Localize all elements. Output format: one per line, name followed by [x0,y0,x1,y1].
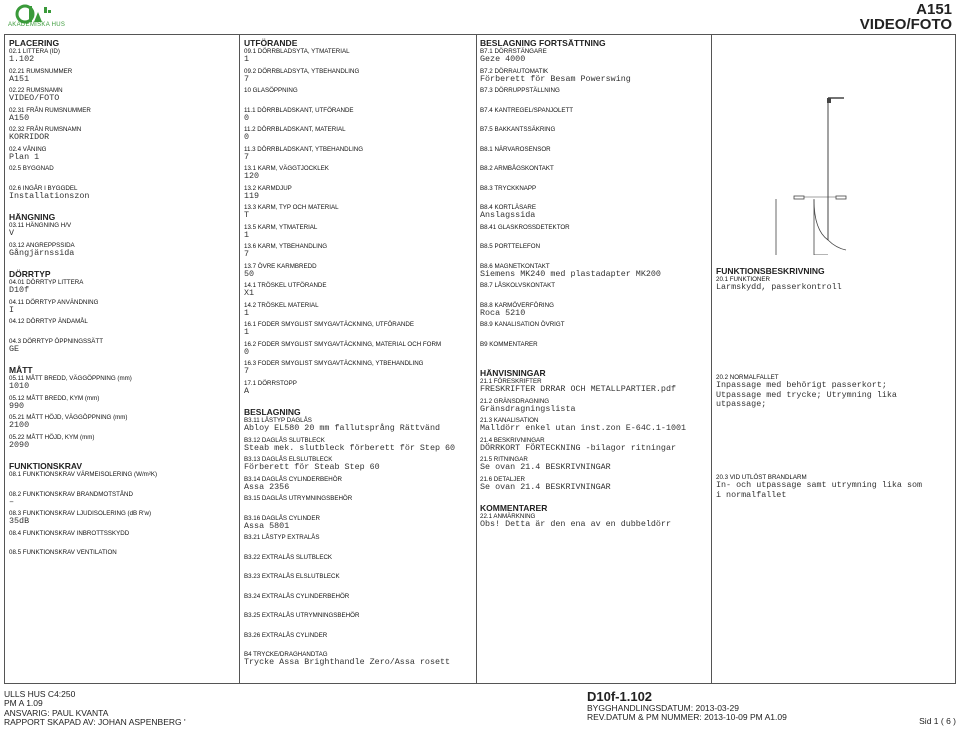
field-label: 16.2 FODER SMYGLIST SMYGAVTÄCKNING, MATERIAL OCH FORM [244,340,442,348]
field-label: B3.16 DAGLÅS CYLINDER [244,514,320,522]
field-value [480,328,712,338]
field-label: 21.5 RITNINGAR [480,456,528,463]
field-value: 120 [244,171,260,181]
field-label: 02.31 FRÅN RUMSNUMMER [9,106,91,114]
field-value: 2090 [9,439,30,450]
normalfallet-section [716,374,952,410]
field-label: 05.12 MÅTT BREDD, KYM (mm) [9,394,100,402]
field-label: 08.5 FUNKTIONSKRAV VENTILATION [9,549,117,556]
field-value: V [9,228,15,238]
field-value: 0 [244,132,250,142]
field-value: i normalfallet [716,489,787,500]
field-label: B8.1 NÄRVAROSENSOR [480,145,551,153]
section-spacer [244,399,474,405]
field-label: 05.22 MÅTT HÖJD, KYM (mm) [9,433,95,441]
field-label: B3.13 DAGLÅS ELSLUTBLECK [244,456,333,463]
field-value [9,537,234,547]
field-value: Obs! Detta är den ena av en dubbeldörr [480,519,671,529]
section-spacer [9,357,234,363]
field-label: 11.3 DÖRRBLADSKANT, YTBEHANDLING [244,145,364,153]
field-value: 990 [9,400,25,411]
field-value [480,231,712,241]
column-divider [476,35,477,683]
field-value: Siemens MK240 med plastadapter MK200 [480,268,661,279]
vid-utlost-section [716,474,952,500]
field-label: B8.2 ARMBÅGSKONTAKT [480,165,554,172]
section [480,503,712,539]
field-value: I [9,304,15,315]
field-value: 0 [244,346,250,357]
room-name: VIDEO/FOTO [859,16,952,33]
field-value: Geze 4000 [480,54,526,64]
field-label: B3.24 EXTRALÅS CYLINDERBEHÖR [244,592,350,600]
door-id: D10f-1.102 [587,689,653,704]
field-value [244,600,474,610]
section [480,38,712,366]
column-beslagning [480,36,712,539]
field-value: 7 [244,249,250,259]
field-label: B7.3 DÖRRUPPSTÄLLNING [480,87,560,94]
field-value: 35dB [9,516,30,526]
field-label: B8.7 LÅSKOLVSKONTAKT [480,282,556,289]
field-value: X1 [244,288,255,298]
section-spacer [244,671,474,677]
field-value [480,153,712,163]
footer-line: RAPPORT SKAPAD AV: JOHAN ASPENBERG ' [4,717,186,728]
footer-line: ULLS HUS C4:250 [4,689,76,699]
field-label: 04.12 DÖRRTYP ÄNDAMÅL [9,318,88,325]
section-heading: MÅTT [9,365,33,375]
field-value [480,289,712,299]
field-label: B3.11 LÅSTYP DAGLÅS [244,417,312,424]
field-label: B8.41 GLASKROSSDETEKTOR [480,223,570,231]
field-label: 13.6 KARM, YTBEHANDLING [244,243,328,250]
field-label: 16.3 FODER SMYGLIST SMYGAVTÄCKNING, YTBEHANDLING [244,360,424,367]
field-label: 02.6 INGÅR I BYGGDEL [9,184,78,192]
field-label: 02.5 BYGGNAD [9,165,54,172]
field-label: 20.3 VID UTLÖST BRANDLARM [716,474,807,481]
field-label: B8.8 KARMÖVERFÖRING [480,301,554,309]
field-label: 08.1 FUNKTIONSKRAV VÄRMEISOLERING (W/m²K) [9,471,158,478]
field-value [244,580,474,590]
field-label: 11.1 DÖRRBLADSKANT, UTFÖRANDE [244,106,354,114]
section-heading: DÖRRTYP [9,269,51,279]
field-value: Abloy EL580 20 mm fallutsprång Rättvänd [244,423,441,433]
field-value: 1 [244,229,250,240]
field-value [244,639,474,649]
field-value: – [9,496,15,507]
field-value: Förberett för Besam Powerswing [480,73,631,84]
field-value: T [244,210,250,220]
field-label: 13.1 KARM, VÄGGTJOCKLEK [244,165,329,172]
section-heading: HÄNVISNINGAR [480,368,546,378]
field-label: 03.12 ANGREPPSSIDA [9,241,75,249]
field-label: 03.11 HÄNGNING H/V [9,222,72,229]
section [9,461,234,575]
section-spacer [9,204,234,210]
field-label: B8.4 KORTLÄSARE [480,204,536,211]
field-label: 05.11 MÅTT BREDD, VÄGGÖPPNING (mm) [9,375,132,382]
field-label: 04.11 DÖRRTYP ANVÄNDNING [9,298,99,306]
field-label: 08.4 FUNKTIONSKRAV INBROTTSSKYDD [9,529,130,537]
field-value [9,325,234,335]
field-value: 7 [244,151,250,162]
section-spacer [9,261,234,267]
field-label: 21.6 DETALJER [480,475,525,483]
field-label: B8.3 TRYCKKNAPP [480,184,537,192]
field-value: 50 [244,268,255,279]
field-value: VIDEO/FOTO [9,93,60,103]
field-label: B7.4 KANTREGEL/SPANJOLETT [480,106,574,114]
field-label: 10 GLASÖPPNING [244,87,298,94]
door-swing-drawing [716,40,952,255]
field-value: Roca 5210 [480,307,526,318]
field-label: 08.2 FUNKTIONSKRAV BRANDMOTSTÅND [9,490,133,498]
section-heading: UTFÖRANDE [244,38,298,48]
field-label: 20.2 NORMALFALLET [716,374,779,381]
field-value: Assa 5801 [244,520,290,531]
section [480,368,712,501]
section-spacer [480,533,712,539]
field-value: 2100 [9,420,30,430]
section-heading: KOMMENTARER [480,503,548,513]
field-value [244,94,474,104]
field-label: 21.3 KANALISATION [480,417,539,424]
field-value: 1 [244,327,250,337]
field-value: Assa 2356 [244,481,290,492]
field-value [244,502,474,512]
revision-line: REV.DATUM & PM NUMMER: 2013-10-09 PM A1.09 [587,712,787,723]
field-value: 1.102 [9,54,35,64]
field-value: In- och utpassage samt utrymning lika som [716,480,923,490]
field-value: KORRIDOR [9,132,50,142]
field-label: B3.12 DAGLÅS SLUTBLECK [244,436,325,444]
section [9,365,234,459]
field-value [480,133,712,143]
field-label: B8.9 KANALISATION ÖVRIGT [480,321,565,328]
field-value: utpassage; [716,399,767,409]
field-value [244,541,474,551]
field-value: D10f [9,285,30,295]
field-value: 1 [244,307,250,318]
field-value [480,172,712,182]
field-value: Gränsdragningslista [480,403,576,414]
field-value: A150 [9,112,30,123]
field-value: A [244,385,250,396]
field-label: 02.32 FRÅN RUMSNAMN [9,126,82,133]
field-value: Se ovan 21.4 BESKRIVNINGAR [480,462,611,472]
field-label: 02.4 VÅNING [9,145,47,153]
field-value: A151 [9,73,30,84]
column-placering [9,36,234,575]
field-label: B3.15 DAGLÅS UTRYMNINGSBEHÖR [244,495,353,502]
logo-text: AKADEMISKA HUS [8,22,66,28]
field-value: Se ovan 21.4 BESKRIVNINGAR [480,481,611,492]
field-value: DÖRRKORT FÖRTECKNING -bilagor ritningar [480,442,677,453]
field-label: B7.2 DÖRRAUTOMATIK [480,67,549,75]
section-heading: BESLAGNING [244,407,301,417]
field-label: 05.21 MÅTT HÖJD, VÄGGÖPPNING (mm) [9,414,128,421]
field-label: 02.22 RUMSNAMN [9,87,63,94]
field-value: 7 [244,73,250,84]
field-label: 20.1 FUNKTIONER [716,276,770,283]
field-value: Förberett för Steab Step 60 [244,462,380,472]
footer-line: PM A 1.09 [4,698,43,709]
field-label: 02.1 LITTERA (ID) [9,48,60,55]
date-line: BYGGHANDLINGSDATUM: 2013-03-29 [587,703,739,713]
section-spacer [9,453,234,459]
field-value: Utpassage med trycke; Utrymning lika [716,389,897,400]
footer-project-info [4,690,186,728]
field-label: B3.25 EXTRALÅS UTRYMNINGSBEHÖR [244,612,360,619]
field-label: 21.4 BESKRIVNINGAR [480,436,545,444]
field-value [480,114,712,124]
field-value: FRESKRIFTER DRRAR OCH METALLPARTIER.pdf [480,384,677,394]
field-label: B3.26 EXTRALÅS CYLINDER [244,631,328,639]
section-spacer [9,569,234,575]
field-label: B7.1 DÖRRSTÄNGARE [480,48,547,55]
field-label: B8.5 PORTTELEFON [480,243,541,250]
field-value: 119 [244,190,260,201]
field-value: Plan 1 [9,151,40,162]
field-value [244,619,474,629]
field-label: 14.2 TRÖSKEL MATERIAL [244,301,319,309]
field-value: Anslagssida [480,210,536,220]
field-value [480,348,712,358]
section [244,38,474,405]
column-divider [239,35,240,683]
footer-line: ANSVARIG: PAUL KVANTA [4,707,109,718]
field-value [480,192,712,202]
field-label: 11.2 DÖRRBLADSKANT, MATERIAL [244,126,346,133]
field-label: 17.1 DÖRRSTOPP [244,379,297,387]
field-value [244,561,474,571]
field-label: 08.3 FUNKTIONSKRAV LJUDISOLERING (dB R'w) [9,510,152,517]
field-label: 16.1 FODER SMYGLIST SMYGAVTÄCKNING, UTFÖRANDE [244,321,414,328]
field-value: Installationszon [9,190,90,201]
field-label: 22.1 ANMÄRKNING [480,513,536,520]
field-value [480,94,712,104]
field-label: 04.3 DÖRRTYP ÖPPNINGSSÄTT [9,337,103,345]
field-label: B3.23 EXTRALÅS ELSLUTBLECK [244,573,340,580]
field-label: 13.5 KARM, YTMATERIAL [244,223,318,231]
column-utforande [244,36,474,677]
field-value: 1010 [9,381,30,391]
field-label: B3.21 LÅSTYP EXTRALÅS [244,534,320,541]
field-label: 21.2 GRÄNSDRAGNING [480,397,550,405]
section [244,407,474,677]
section-spacer [480,360,712,366]
field-value [480,250,712,260]
field-value [9,556,234,566]
funktionsbeskrivning-section [716,264,952,293]
page-number: Sid 1 ( 6 ) [919,716,956,726]
field-value: Malldörr enkel utan inst.zon E-64C.1-1001 [480,423,687,433]
field-label: 09.1 DÖRRBLADSYTA, YTMATERIAL [244,48,350,55]
footer-door-info [587,690,787,723]
field-label: 13.7 ÖVRE KARMBREDD [244,262,317,270]
field-label: 02.21 RUMSNUMMER [9,67,73,75]
field-label: B4 TRYCKE/DRAGHANDTAG [244,651,328,658]
field-label: B3.14 DAGLÅS CYLINDERBEHÖR [244,475,343,483]
section [9,269,234,363]
field-value: 0 [244,112,250,123]
field-label: B8.6 MAGNETKONTAKT [480,262,550,270]
field-value: GE [9,343,20,354]
field-value: 7 [244,366,250,376]
section-spacer [480,495,712,501]
field-label: 14.1 TRÖSKEL UTFÖRANDE [244,282,327,289]
section-heading: FUNKTIONSKRAV [9,461,83,471]
section-heading: HÄNGNING [9,212,56,222]
field-label: 09.2 DÖRRBLADSYTA, YTBEHANDLING [244,67,360,75]
field-label: B9 KOMMENTARER [480,340,538,348]
field-label: 13.2 KARMDJUP [244,184,292,192]
field-value [9,172,234,182]
section-heading: PLACERING [9,38,60,48]
section-heading: FUNKTIONSBESKRIVNING [716,266,825,276]
field-value: Inpassage med behörigt passerkort; [716,380,887,390]
field-value: 1 [244,54,250,64]
room-id: A151 [916,1,952,18]
field-value: Steab mek. slutbleck förberett för Step 60 [244,442,456,453]
field-value: Trycke Assa Brighthandle Zero/Assa rosett [244,657,451,667]
field-value: Larmskydd, passerkontroll [716,282,842,292]
field-label: 04.01 DÖRRTYP LITTERA [9,279,84,286]
field-value [9,478,234,488]
section-heading: BESLAGNING FORTSÄTTNING [480,38,606,48]
section [9,212,234,267]
field-label: B3.22 EXTRALÅS SLUTBLECK [244,553,333,561]
section [9,38,234,210]
field-label: B7.5 BAKKANTSSÄKRING [480,126,556,133]
field-label: 13.3 KARM, TYP OCH MATERIAL [244,204,339,211]
room-heading [860,2,952,32]
field-value: Gångjärnssida [9,247,75,258]
field-label: 21.1 FÖRESKRIFTER [480,378,542,385]
